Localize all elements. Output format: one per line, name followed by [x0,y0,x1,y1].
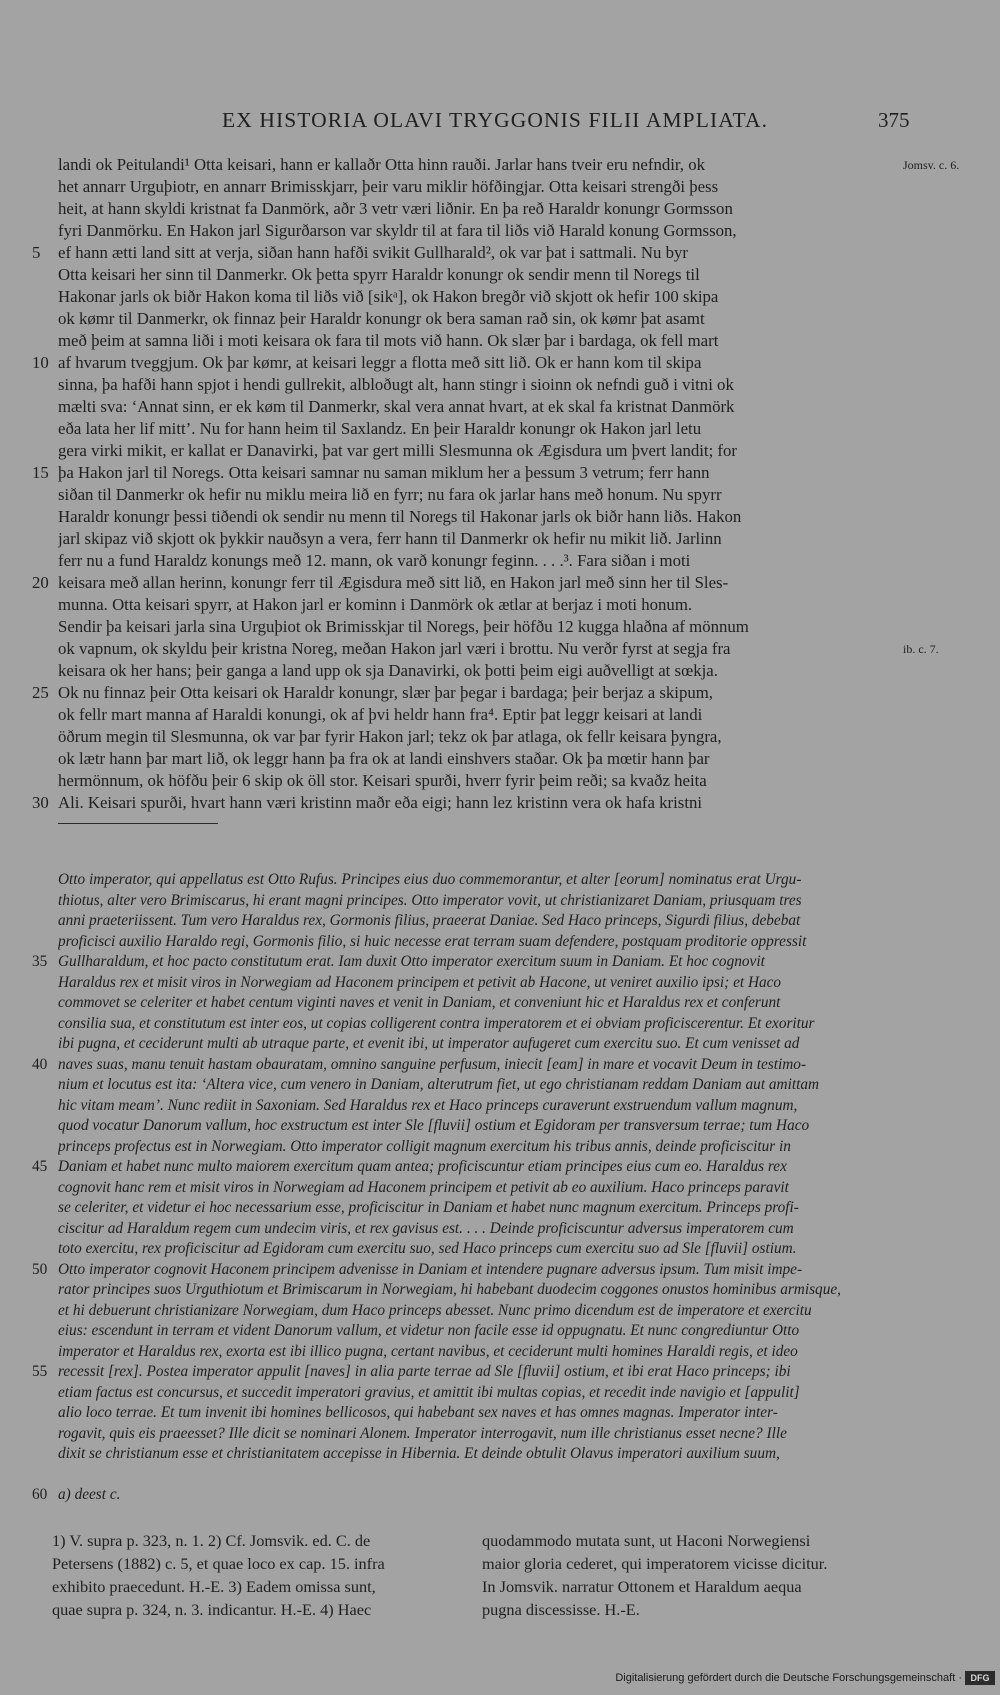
line-text: nium et locutus est ita: ‘Altera vice, cum venero in Daniam, alterutrum fiet, ut ego christianam reddam Daniam aut amittam [58,1076,820,1093]
variant-note-line [0,1485,1000,1506]
line-text: Haraldus rex et misit viros in Norwegiam ad Haconem principem et petivit ab Hacone, ut veniret auxilio ipsi; et Haco [58,973,782,991]
line-text: eða lata her lif mitt’. Nu for hann heim til Saxlandz. En þeir Haraldr konungr ok Hakon jarl letu [58,419,702,438]
line-number: 5 [32,243,41,262]
text-line [0,1301,1000,1322]
footnotes-left-column [52,1529,472,1621]
text-line [0,748,1000,770]
line-text: rator principes suos Urguthiotum et Brimiscarum in Norwegiam, hi habebant duodecim coggones onustos hominibus armisque, [58,1281,841,1298]
line-number: 60 [32,1486,48,1503]
line-text: gera virki mikit, er kallat er Danavirki, þat var gert milli Slesmunna ok Ægisdura um þvert landit; for [58,441,738,460]
line-text: öðrum megin til Slesmunna, ok var þar fyrir Hakon jarl; tekz ok þar atlaga, ok fellr keisara þyngra, [58,727,722,746]
line-text: fyri Danmörku. En Hakon jarl Sigurðarson var skyldr til at fara til liðs við Harald konung Gormsson, [58,221,737,240]
line-text: eius: escendunt in terram et vident Danorum vallum, et videtur non facile esse id oppugnatu. Et nunc congrediuntur Otto [58,1322,800,1339]
footnotes-right-column [482,1529,942,1621]
line-text: heit, at hann skyldi kristnat fa Danmörk, aðr 3 vetr væri liðnir. En þa reð Haraldr konungr Gormsson [58,199,733,218]
text-line [0,1116,1000,1137]
text-line [0,932,1000,953]
text-line [0,1075,1000,1096]
line-number: 30 [32,793,49,812]
text-line [0,374,1000,396]
text-line [0,792,1000,814]
text-line [0,462,1000,484]
text-line [0,726,1000,748]
text-line [0,1014,1000,1035]
line-text: ferr nu a fund Haraldz konungs með 12. mann, ok varð konungr feginn. . . .³. Fara siðan i moti [58,551,691,570]
text-line [0,550,1000,572]
text-line [0,1055,1000,1076]
line-text: quod vocatur Danorum vallum, hoc exstructum est inter Sle [fluvii] ostium et Egidoram per transversum terrae; tum Haco [58,1117,810,1134]
text-line [0,1219,1000,1240]
text-line [0,891,1000,912]
line-text: keisara með allan herinn, konungr ferr til Ægisdura með sitt lið, en Hakon jarl með sinn her til Sles- [58,573,729,592]
line-text: ibi pugna, et ceciderunt multi ab utraque parte, et evenit ibi, ut imperator aufugeret cum exercitu suo. Et cum venisset ad [58,1035,800,1052]
line-text: sinna, þa hafði hann spjot i hendi gullrekit, albloðugt alt, hann stingr i sioinn ok nefndi guð i vitni ok [58,375,734,394]
text-line [0,1137,1000,1158]
line-text: munna. Otta keisari spyrr, at Hakon jarl er kominn i Danmörk ok ætlar at berjaz i moti honum. [58,595,693,614]
line-number: 10 [32,353,49,372]
line-number: 50 [32,1260,48,1278]
footnote-line: In Jomsvik. narratur Ottonem et Haraldum aequa [482,1577,802,1596]
text-line [0,1383,1000,1404]
line-text: hic vitam meam’. Nunc rediit in Saxoniam. Sed Haraldus rex et Haco princeps curaverunt exstruendum vallum magnum, [58,1096,798,1114]
line-text: proficisci auxilio Haraldo regi, Gormonis filio, si huic necesse erat terram suam defendere, postquam proditorie oppressit [58,932,807,950]
text-line [0,176,1000,198]
text-line [0,1321,1000,1342]
line-number: 35 [32,953,48,970]
line-text: cognovit hanc rem et misit viros in Norwegiam ad Haconem principem et petivit ab eo auxilium. Haco princeps paravit [58,1178,789,1196]
text-line [0,993,1000,1014]
text-line [0,154,1000,176]
line-text: Gullharaldum, et hoc pacto constitutum erat. Iam duxit Otto imperator exercitum suum in Daniam. Et hoc cognovit [58,953,765,970]
page-number: 375 [878,108,910,132]
line-text: ok vapnum, ok skyldu þeir kristna Noreg, meðan Hakon jarl væri i brottu. Nu verðr fyrst at segja fra [58,639,731,658]
text-line [0,1239,1000,1260]
line-text: ok kømr til Danmerkr, ok finnaz þeir Haraldr konungr ok bera saman rað sin, ok kømr þat asamt [58,309,705,328]
text-line [0,911,1000,932]
text-divider [58,823,218,824]
line-text: recessit [rex]. Postea imperator appulit [naves] in alia parte terrae ad Sle [fluvii] ostium, et ibi erat Haco princeps; ibi [58,1363,791,1380]
funding-credit: Digitalisierung gefördert durch die Deutsche Forschungsgemeinschaft · [615,1672,962,1684]
text-line [0,638,1000,660]
text-line [0,308,1000,330]
line-text: Otto imperator, qui appellatus est Otto Rufus. Principes eius duo commemorantur, et alter [eorum] nominatus erat Urgu- [58,871,802,888]
text-line [0,1157,1000,1178]
text-line [0,704,1000,726]
line-text: ok fellr mart manna af Haraldi konungi, ok af þvi heldr hann fra⁴. Eptir þat leggr keisari at landi [58,705,703,724]
line-text: etiam factus est concursus, et succedit imperatori gravius, et amittit ibi multas copias, et recedit inde navigio et [appulit] [58,1383,800,1401]
text-line [0,770,1000,792]
line-text: se celeriter, et videtur ei hoc necessarium esse, proficiscitur in Daniam et habet nunc magnum exercitum. Princeps profi- [58,1199,799,1216]
line-text: dixit se christianum esse et christianitatem accepisse in Hibernia. Et deinde obtulit Olavus imperatori auxilium suum, [58,1445,780,1462]
line-text: af hvarum tveggjum. Ok þar kømr, at keisari leggr a flotta með sitt lið. Ok er hann kom til skipa [58,353,702,372]
dfg-logo: DFG [965,1671,995,1685]
text-line [0,870,1000,891]
margin-reference: ib. c. 7. [903,642,939,656]
text-line [0,1342,1000,1363]
line-text: toto exercitu, rex proficiscitur ad Egidoram cum exercitu suo, sed Haco princeps cum exercitu suo ad Sle [fluvii] ostium. [58,1240,797,1257]
text-line [0,952,1000,973]
line-text: commovet se celeriter et habet centum viginti naves et venit in Daniam, et conveniunt hic et Haraldus rex et conferunt [58,994,781,1011]
text-line [0,1178,1000,1199]
digitization-footer [0,1669,1000,1689]
text-line [0,286,1000,308]
line-text: ciscitur ad Haraldum regem cum undecim viris, et rex gavisus est. . . . Deinde proficiscuntur adversus imperatorem cum [58,1219,794,1237]
page-header [0,108,1000,138]
text-line [0,1403,1000,1424]
text-line [0,220,1000,242]
text-line [0,1424,1000,1445]
text-line [0,528,1000,550]
text-line [0,506,1000,528]
text-line [0,330,1000,352]
line-text: með þeim at samna liði i moti keisara ok fara til mots við hann. Ok slær þar i bardaga, ok fell mart [58,331,719,350]
line-text: princeps profectus est in Norwegiam. Otto imperator colligit magnum exercitum his tribus annis, deinde proficiscitur in [58,1137,791,1155]
line-number: 15 [32,463,49,482]
line-number: 55 [32,1363,48,1380]
text-line [0,242,1000,264]
text-line [0,440,1000,462]
line-text: Sendir þa keisari jarla sina Urguþiot ok Brimisskjar til Noregs, þeir höfðu 12 kugga hlaðna af mönnum [58,617,749,636]
text-line [0,352,1000,374]
line-text: landi ok Peitulandi¹ Otta keisari, hann er kallaðr Otta hinn rauði. Jarlar hans tveir eru nefndir, ok [58,155,705,174]
text-line [0,1260,1000,1281]
text-line [0,1362,1000,1383]
text-line [0,264,1000,286]
text-line [0,616,1000,638]
line-text: naves suas, manu tenuit hastam obauratam, omnino sanguine perfusum, iniecit [eam] in mare et vocavit Deum in testimo- [58,1055,807,1073]
line-text: siðan til Danmerkr ok hefir nu miklu meira lið en fyrr; nu fara ok jarlar hans með honum. Nu spyrr [58,485,722,504]
line-text: Otta keisari her sinn til Danmerkr. Ok þetta spyrr Haraldr konungr ok sendir menn til Noregs til [58,265,700,284]
margin-reference: Jomsv. c. 6. [903,158,960,172]
footnote-line: maior gloria cederet, qui imperatorem vicisse dicitur. [482,1554,828,1573]
line-number: 20 [32,573,49,592]
line-text: mælti sva: ‘Annat sinn, er ek køm til Danmerkr, skal vera annat hvart, at ek skal fa kristnat Danmörk [58,397,735,416]
footnote-line: pugna discessisse. H.-E. [482,1600,640,1619]
text-line [0,1034,1000,1055]
line-text: ef hann ætti land sitt at verja, siðan hann hafði svikit Gullharald², ok var þat i sattmali. Nu byr [58,243,688,262]
footnote-line: exhibito praecedunt. H.-E. 3) Eadem omissa sunt, [52,1577,376,1596]
line-text: consilia sua, et constitutum est inter eos, ut copias colligerent contra imperatorem et ei obviam proficiscerentur. Et exoritur [58,1014,815,1032]
footnote-line: Petersens (1882) c. 5, et quae loco ex cap. 15. infra [52,1554,385,1573]
line-text: jarl skipaz við skjott ok þykkir nauðsyn a vera, ferr hann til Danmerkr ok hefir nu mikit lið. Jarlinn [58,529,722,548]
line-number: 40 [32,1055,48,1073]
text-line [0,1280,1000,1301]
text-line [0,484,1000,506]
footnote-line: quae supra p. 324, n. 3. indicantur. H.-E. 4) Haec [52,1600,372,1619]
text-line [0,1444,1000,1465]
text-line [0,418,1000,440]
line-text: thiotus, alter vero Brimiscarus, hi erant magni principes. Otto imperator vovit, ut christianizaret Daniam, priusquam tres [58,891,802,909]
line-text: Hakonar jarls ok biðr Hakon koma til liðs við [sikᵃ], ok Hakon bregðr við skjott ok hefir 100 skipa [58,287,719,306]
line-text: et hi debuerunt christianizare Norwegiam, dum Haco princeps abesset. Nunc primo dicendum est de imperatore et exercitu [58,1301,812,1319]
line-text: Daniam et habet nunc multo maiorem exercitum quam antea; proficiscuntur etiam principes eius cum eo. Haraldus rex [58,1158,787,1175]
text-line [0,396,1000,418]
line-text: Otto imperator cognovit Haconem principem advenisse in Daniam et intendere pugnare adversus ipsum. Tum misit impe- [58,1260,803,1278]
line-text: Ali. Keisari spurði, hvart hann væri kristinn maðr eða eigi; hann lez kristinn vera ok hafa kristni [58,793,703,812]
line-text: þa Hakon jarl til Noregs. Otta keisari samnar nu saman miklum her a þessum 3 vetrum; ferr hann [58,463,710,482]
footnote-line: quodammodo mutata sunt, ut Haconi Norwegiensi [482,1531,811,1550]
line-text: anni praeteriissent. Tum vero Haraldus rex, Gormonis filius, praeerat Daniae. Sed Haco princeps, Sigurdi filius, debebat [58,912,801,929]
text-line [0,198,1000,220]
line-text: hermönnum, ok höfðu þeir 6 skip ok öll stor. Keisari spurði, hverr fyrir þeim reði; sa kvaðz heita [58,771,707,790]
text-line [0,1096,1000,1117]
text-line [0,660,1000,682]
line-number: 25 [32,683,49,702]
line-text: Ok nu finnaz þeir Otta keisari ok Haraldr konungr, slær þar þegar i bardaga; þeir berjaz a skipum, [58,683,713,702]
line-text: rogavit, quis eis praeesset? Ille dicit se nominari Alonem. Imperator interrogavit, num ille christianus esset necne? Ille [58,1424,787,1442]
footnote-line: 1) V. supra p. 323, n. 1. 2) Cf. Jomsvik. ed. C. de [52,1531,371,1550]
line-text: keisara ok her hans; þeir ganga a land upp ok sja Danavirki, ok þotti þeim eigi auðvelligt at sœkja. [58,661,718,680]
line-text: ok lætr hann þar mart lið, ok leggr hann þa fra ok at landi einshvers staðar. Ok þa mœtir hann þar [58,749,710,768]
line-number: 45 [32,1158,48,1175]
text-line [0,572,1000,594]
text-line [0,973,1000,994]
line-text: het annarr Urguþiotr, en annarr Brimisskjarr, þeir varu miklir höfðingjar. Otta keisari strengði þess [58,177,719,196]
text-line [0,682,1000,704]
variant-note-text: a) deest c. [58,1486,121,1503]
line-text: imperator et Haraldus rex, exorta est ibi illico pugna, certant navibus, et ceciderunt multi homines Haraldi regis, et ideo [58,1342,798,1360]
text-line [0,594,1000,616]
line-text: alio loco terrae. Et tum invenit ibi homines bellicosos, qui habebant sex naves et has omnes magnas. Imperator inter- [58,1404,778,1421]
line-text: Haraldr konungr þessi tiðendi ok sendir nu menn til Noregs til Hakonar jarls ok biðr hann liðs. Hakon [58,507,742,526]
running-title: EX HISTORIA OLAVI TRYGGONIS FILII AMPLIATA. [222,108,769,132]
text-line [0,1198,1000,1219]
